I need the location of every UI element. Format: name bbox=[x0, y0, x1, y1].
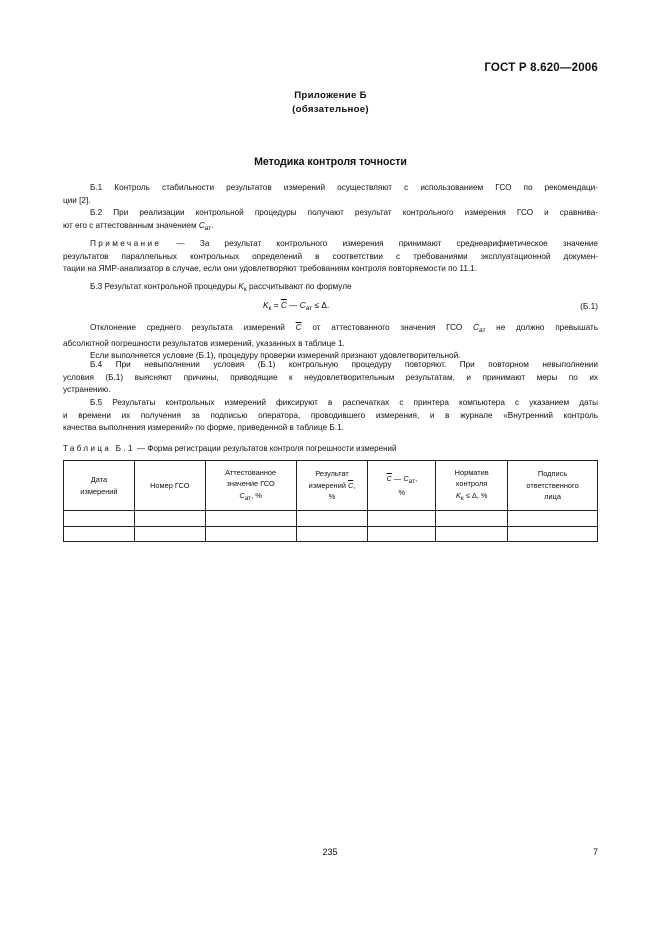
col-gso-number: Номер ГСО bbox=[134, 461, 205, 511]
table-cell[interactable] bbox=[64, 511, 135, 527]
registration-table bbox=[63, 460, 598, 542]
table-row bbox=[64, 511, 598, 527]
section-title: Методика контроля точности bbox=[254, 156, 407, 168]
paragraph-b1: Б.1 Контроль стабильности результатов измерений осуществляют с использованием ГСО по рекомендаци- ции [2]. bbox=[63, 183, 598, 205]
table-cell[interactable] bbox=[205, 526, 296, 542]
document-id: ГОСТ Р 8.620—2006 bbox=[484, 62, 598, 74]
col-difference: $\overline{C}$ — Cат, % bbox=[368, 461, 436, 511]
note-label: Примечание bbox=[90, 239, 162, 248]
paragraph-b4: Б.4 При невыполнении условия (Б.1) контрольную процедуру повторяют. При повторном невыполнении условия (Б.1) выясняют причины, приводящие к неудовлетворительным результатам, и принимают меры по их устранению. bbox=[63, 360, 598, 395]
table-cell[interactable] bbox=[508, 526, 598, 542]
col-measurement-result: Результат измерений $\overline{C}$, % bbox=[296, 461, 368, 511]
table-header-row bbox=[64, 461, 598, 511]
table-cell[interactable] bbox=[134, 526, 205, 542]
table-cell[interactable] bbox=[296, 526, 368, 542]
page-number-center: 235 bbox=[322, 847, 338, 857]
table-cell[interactable] bbox=[508, 511, 598, 527]
table-cell[interactable] bbox=[368, 526, 436, 542]
page-number-right: 7 bbox=[592, 847, 598, 857]
note: Примечание — За результат контрольного измерения принимают среднеарифметическое значение результатов параллельных контрольных определений в соответствии с требованиями эксплуатационной докумен- тации на ЯМР-анализатор в случае, если они удовлетворяют требованиям контроля повторяемости по 11.1. bbox=[63, 239, 598, 274]
table-cell[interactable] bbox=[436, 511, 508, 527]
annex-status: (обязательное) bbox=[292, 104, 369, 115]
col-date: Дата измерений bbox=[64, 461, 135, 511]
paragraph-deviation: Отклонение среднего результата измерений $\overline{C}$ от аттестованного значения ГСО $C_{ат}$ не должно превышать абсолютной погрешности результатов измерений, указанных в таблице 1. Если выполняется условие (Б.1), процедуру проверки измерений признают удовлетворительной. bbox=[63, 323, 598, 361]
table-cell[interactable] bbox=[296, 511, 368, 527]
table-cell[interactable] bbox=[205, 511, 296, 527]
table-row bbox=[64, 526, 598, 542]
table-cell[interactable] bbox=[436, 526, 508, 542]
table-cell[interactable] bbox=[64, 526, 135, 542]
table-caption: Таблица Б.1 — Форма регистрации результатов контроля погрешности измерений bbox=[63, 444, 397, 453]
col-signature: Подпись ответственного лица bbox=[508, 461, 598, 511]
paragraph-b5: Б.5 Результаты контрольных измерений фиксируют в распечатках с принтера компьютера с указанием даты и времени их получения за подписью оператора, проводившего измерения, и в журнале «Внутренний контроль качества выполнения измерений» по форме, приведенной в таблице Б.1. bbox=[63, 398, 598, 433]
formula-b1: $K_к = \overline{C}$ — $C_{ат} \le \Delta$. bbox=[263, 300, 330, 312]
table-cell[interactable] bbox=[368, 511, 436, 527]
col-control-norm: Норматив контроля Kк ≤ Δ, % bbox=[436, 461, 508, 511]
paragraph-b3: Б.3 Результат контрольной процедуры $K_к$ рассчитывают по формуле bbox=[90, 282, 352, 293]
formula-number: (Б.1) bbox=[580, 301, 598, 311]
annex-title: Приложение Б bbox=[294, 90, 367, 101]
paragraph-b2: Б.2 При реализации контрольной процедуры получают результат контрольного измерения ГСО и сравнива- ют его с аттестованным значением $C_{ат}$. bbox=[63, 208, 598, 232]
col-certified-value: Аттестованное значение ГСО Cат, % bbox=[205, 461, 296, 511]
table-cell[interactable] bbox=[134, 511, 205, 527]
